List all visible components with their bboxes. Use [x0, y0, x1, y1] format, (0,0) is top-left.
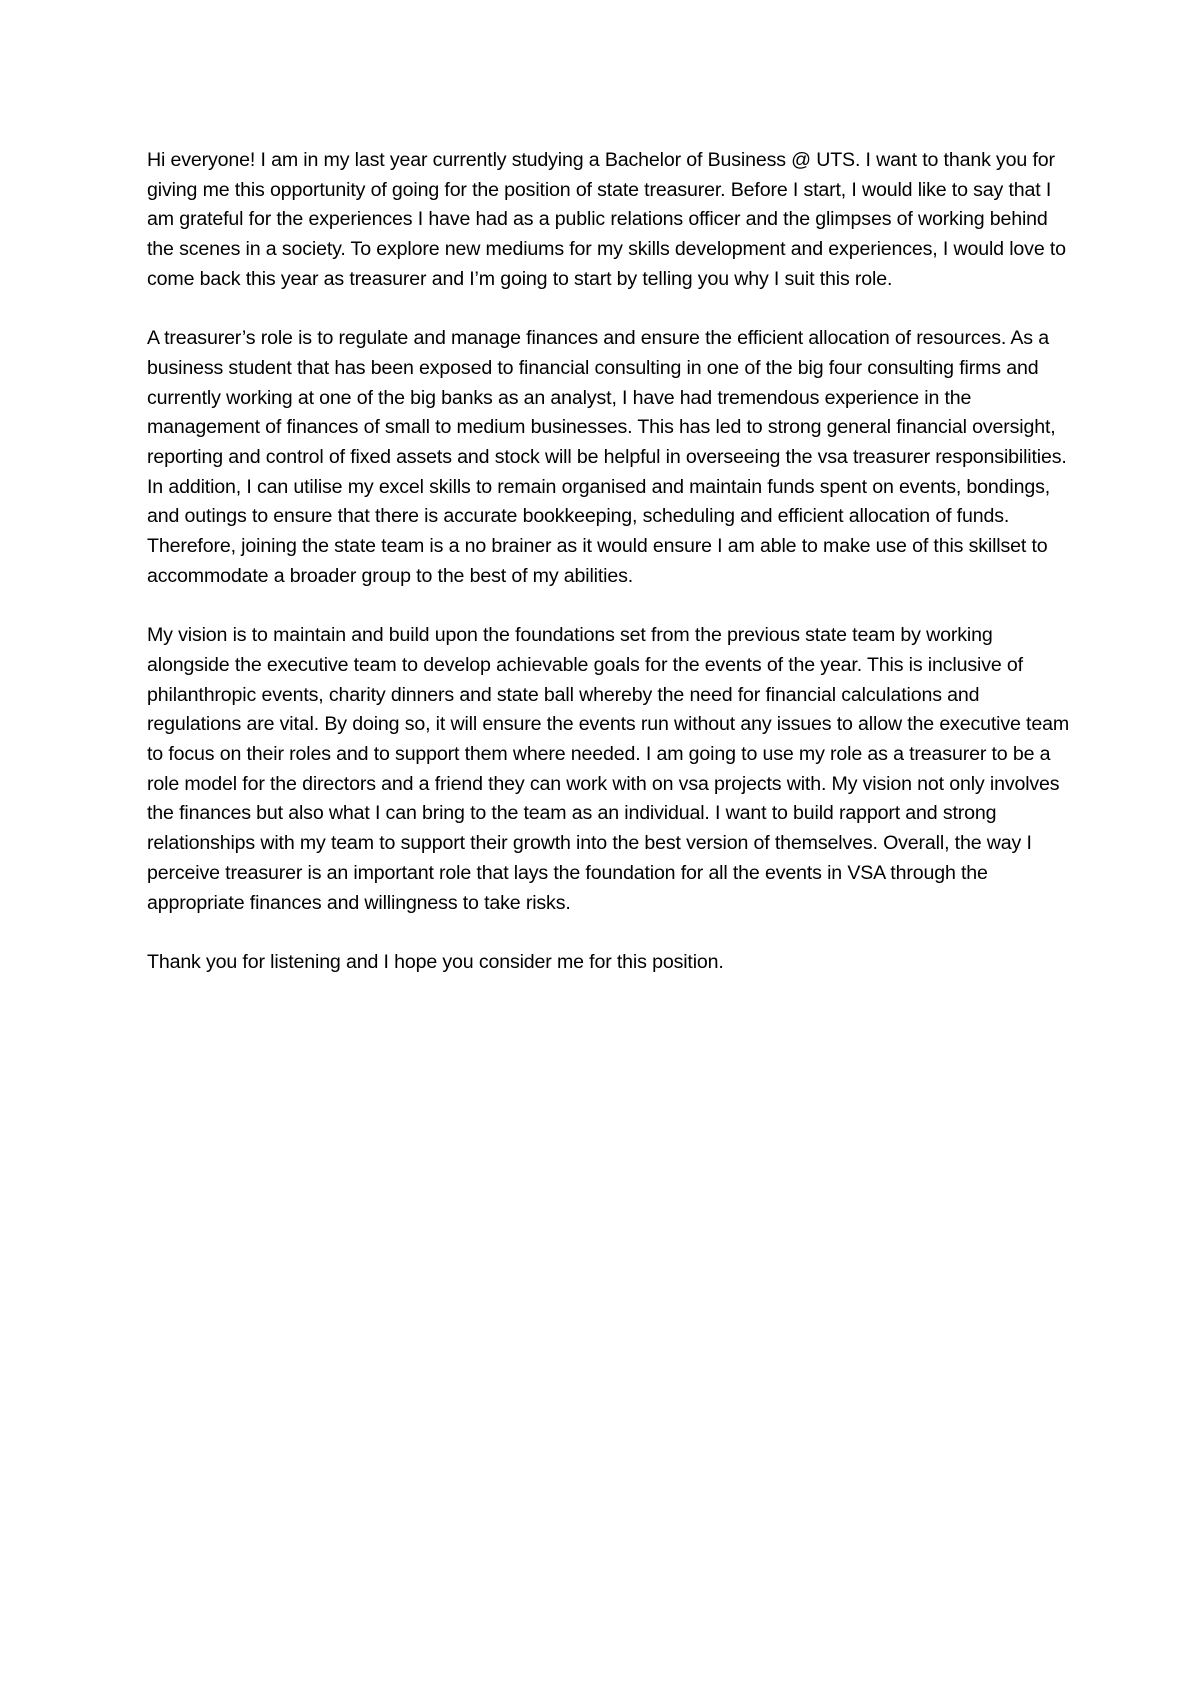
paragraph-treasurer-role: A treasurer’s role is to regulate and manage finances and ensure the efficient allocation of resources. As a business student that has been exposed to financial consulting in one of the big four consulting firms and currently working at one of the big banks as an analyst, I have had tremendous experience in the management of finances of small to medium businesses. This has led to strong general financial oversight, reporting and control of fixed assets and stock will be helpful in overseeing the vsa treasurer responsibilities. In addition, I can utilise my excel skills to remain organised and maintain funds spent on events, bondings, and outings to ensure that there is accurate bookkeeping, scheduling and efficient allocation of funds. Therefore, joining the state team is a no brainer as it would ensure I am able to make use of this skillset to accommodate a broader group to the best of my abilities. — [147, 327, 1067, 587]
paragraph-introduction: Hi everyone! I am in my last year currently studying a Bachelor of Business @ UTS. I want to thank you for giving me this opportunity of going for the position of state treasurer. Before I start, I would like to say that I am grateful for the experiences I have had as a public relations officer and the glimpses of working behind the scenes in a society. To explore new mediums for my skills development and experiences, I would love to come back this year as treasurer and I’m going to start by telling you why I suit this role. — [147, 149, 1066, 290]
paragraph-closing: Thank you for listening and I hope you consider me for this position. — [147, 950, 724, 973]
document-body — [147, 146, 1077, 1007]
paragraph-vision: My vision is to maintain and build upon the foundations set from the previous state team by working alongside the executive team to develop achievable goals for the events of the year. This is inclusive of philanthropic events, charity dinners and state ball whereby the need for financial calculations and regulations are vital. By doing so, it will ensure the events run without any issues to allow the executive team to focus on their roles and to support them where needed. I am going to use my role as a treasurer to be a role model for the directors and a friend they can work with on vsa projects with. My vision not only involves the finances but also what I can bring to the team as an individual. I want to build rapport and strong relationships with my team to support their growth into the best version of themselves. Overall, the way I perceive treasurer is an important role that lays the foundation for all the events in VSA through the appropriate finances and willingness to take risks. — [147, 624, 1070, 914]
